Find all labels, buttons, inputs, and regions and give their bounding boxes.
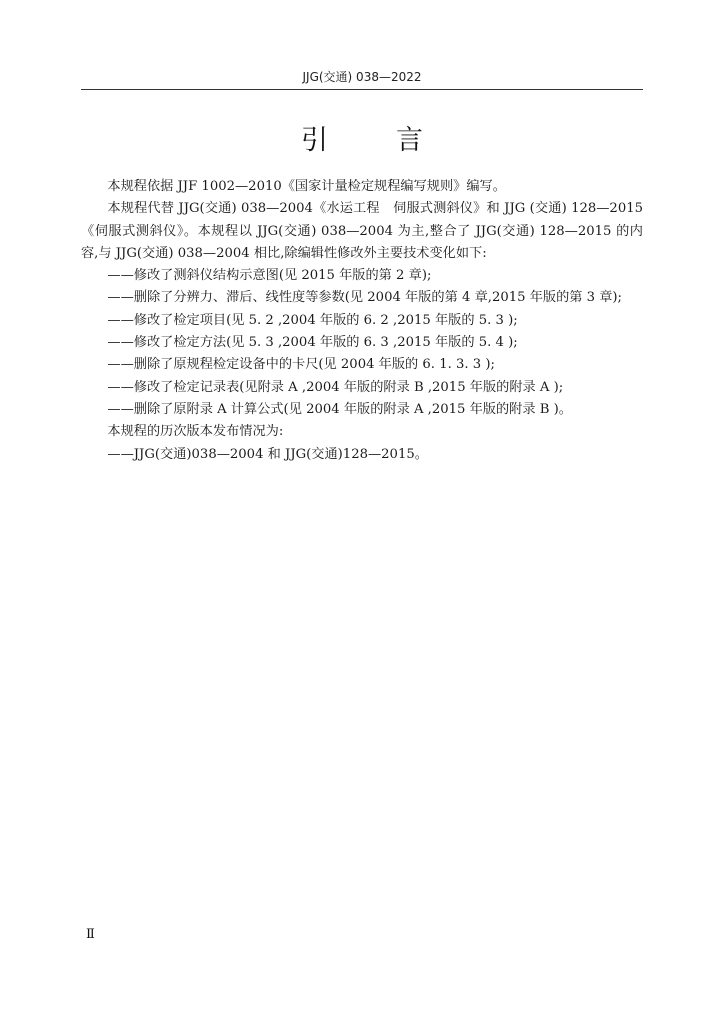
document-body <box>81 176 643 466</box>
change-item: ——修改了测斜仪结构示意图(见 2015 年版的第 2 章); <box>107 268 432 284</box>
header-divider <box>81 89 643 90</box>
history-item: ——JJG(交通)038—2004 和 JJG(交通)128—2015。 <box>107 446 428 462</box>
paragraph-history: 本规程的历次版本发布情况为: <box>107 424 284 440</box>
running-header: JJG(交通) 038—2022 <box>302 70 422 84</box>
section-title: 引言 <box>301 125 491 156</box>
change-item: ——修改了检定项目(见 5. 2 ,2004 年版的 6. 2 ,2015 年版的 5. 3 ); <box>107 312 518 328</box>
paragraph-replacement: 本规程代替 JJG(交通) 038—2004《水运工程 伺服式测斜仪》和 JJG (交通) 128—2015《伺服式测斜仪》。本规程以 JJG(交通) 038—2004 为主,整合了 JJG(交通) 128—2015 的内容,与 JJG(交通) 038—2004 相比,除编辑性修改外主要技术变化如下: <box>81 201 643 261</box>
change-item: ——修改了检定记录表(见附录 A ,2004 年版的附录 B ,2015 年版的附录 A ); <box>107 379 564 395</box>
change-item: ——删除了原规程检定设备中的卡尺(见 2004 年版的 6. 1. 3. 3 ); <box>107 357 495 373</box>
page-number: Ⅱ <box>86 927 95 942</box>
change-item: ——删除了原附录 A 计算公式(见 2004 年版的附录 A ,2015 年版的附录 B )。 <box>107 401 572 417</box>
change-item: ——删除了分辨力、滞后、线性度等参数(见 2004 年版的第 4 章,2015 年版的第 3 章); <box>107 290 622 306</box>
paragraph-basis: 本规程依据 JJF 1002—2010《国家计量检定规程编写规则》编写。 <box>107 179 506 194</box>
change-item: ——修改了检定方法(见 5. 3 ,2004 年版的 6. 3 ,2015 年版的 5. 4 ); <box>107 335 518 351</box>
